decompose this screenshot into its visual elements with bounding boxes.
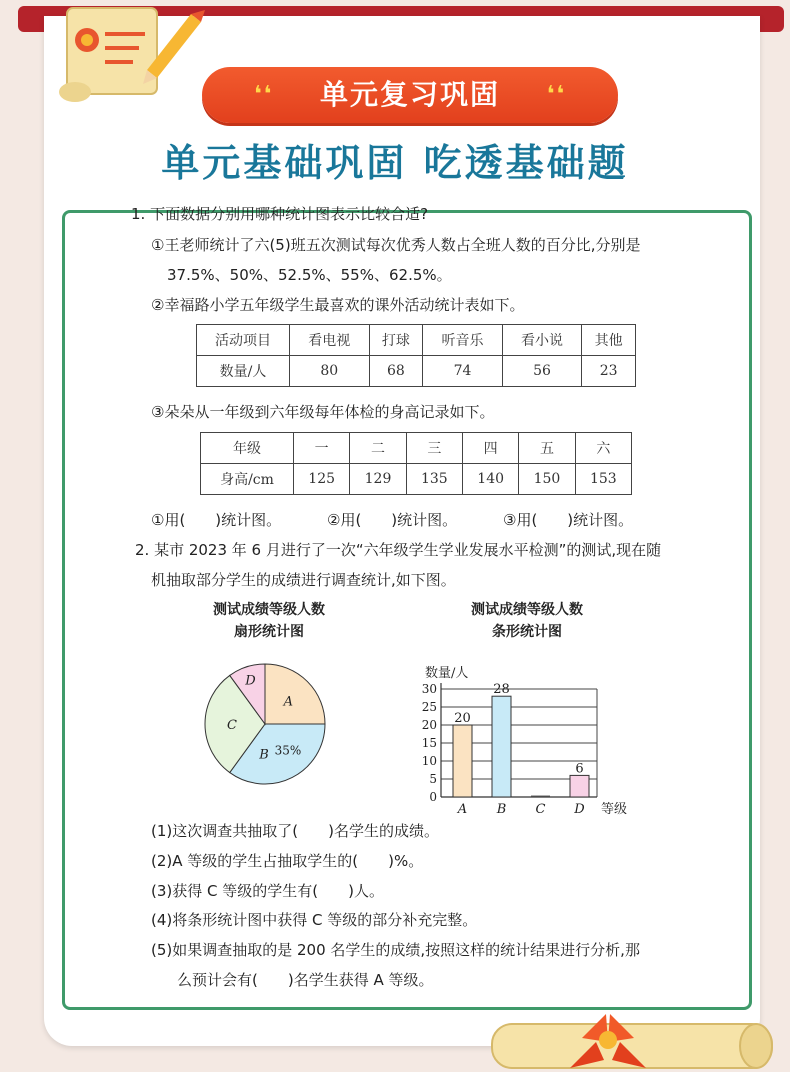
table-cell: 140 xyxy=(462,464,518,495)
bar-ylabel: 数量/人 xyxy=(425,666,469,681)
pie-label-d: D xyxy=(245,673,256,689)
exercise-frame xyxy=(62,205,752,1010)
q2-subq-5: (5)如果调查抽取的是 200 名学生的成绩,按照这样的统计结果进行分析,那 xyxy=(151,941,640,959)
bar-ytick-label: 25 xyxy=(421,700,437,714)
table-cell: 150 xyxy=(519,464,575,495)
quote-left-icon: ❛❛ xyxy=(254,82,274,107)
q1-item3: ③朵朵从一年级到六年级每年体检的身高记录如下。 xyxy=(151,403,495,421)
section-banner xyxy=(202,67,618,123)
bar-ytick-label: 0 xyxy=(429,790,437,804)
answer-blank-3[interactable]: ③用( )统计图。 xyxy=(503,511,634,529)
height-table xyxy=(200,432,632,495)
bar-xtick-label: C xyxy=(535,802,546,817)
bar-ytick-label: 10 xyxy=(421,754,437,768)
table-cell: 五 xyxy=(519,433,575,464)
q2-subq-6: 么预计会有( )名学生获得 A 等级。 xyxy=(177,971,434,989)
q1-item1-line1: ①王老师统计了六(5)班五次测试每次优秀人数占全班人数的百分比,分别是 xyxy=(151,236,641,254)
banner-title: 单元复习巩固 xyxy=(319,78,500,111)
table-cell: 活动项目 xyxy=(197,325,290,356)
pie-value-label: 35% xyxy=(274,743,302,758)
pie-slice-a xyxy=(265,664,325,724)
q2-subq-1: (1)这次调查共抽取了( )名学生的成绩。 xyxy=(151,822,439,840)
pie-label-c: C xyxy=(227,718,237,733)
bar-xtick-label: D xyxy=(574,802,585,817)
bar-ytick-label: 30 xyxy=(421,682,437,696)
pie-chart xyxy=(195,659,335,789)
bar-b xyxy=(492,696,511,797)
bar-value-label: 20 xyxy=(454,711,471,726)
q2-subq-2: (2)A 等级的学生占抽取学生的( )%。 xyxy=(151,852,424,870)
table-cell: 打球 xyxy=(369,325,423,356)
table-cell: 四 xyxy=(462,433,518,464)
table-cell: 129 xyxy=(350,464,406,495)
q2-subq-3: (3)获得 C 等级的学生有( )人。 xyxy=(151,882,384,900)
certificate-pencil-icon xyxy=(55,0,205,104)
bar-chart-subtitle: 条形统计图 xyxy=(492,624,562,640)
scroll-bow-icon xyxy=(486,1008,786,1072)
activity-table xyxy=(196,324,636,387)
answer-blank-1[interactable]: ①用( )统计图。 xyxy=(151,511,282,529)
table-cell: 看电视 xyxy=(290,325,370,356)
bar-ytick-label: 5 xyxy=(429,772,437,786)
table-cell: 125 xyxy=(294,464,350,495)
table-cell: 80 xyxy=(290,356,370,387)
table-cell: 听音乐 xyxy=(423,325,503,356)
bar-xlabel: 等级 xyxy=(601,802,628,817)
table-cell: 身高/cm xyxy=(201,464,294,495)
table-cell: 年级 xyxy=(201,433,294,464)
table-cell: 一 xyxy=(294,433,350,464)
table-cell: 74 xyxy=(423,356,503,387)
bar-ytick-label: 15 xyxy=(421,736,437,750)
bar-value-label: 28 xyxy=(493,682,510,698)
bar-d xyxy=(570,775,589,797)
quote-right-icon: ❛❛ xyxy=(546,82,566,107)
page-headline: 单元基础巩固 吃透基础题 xyxy=(161,141,629,185)
bar-xtick-label: B xyxy=(496,802,507,817)
pie-chart-title: 测试成绩等级人数 xyxy=(213,602,325,618)
bar-chart xyxy=(405,649,635,817)
pie-chart-subtitle: 扇形统计图 xyxy=(234,624,304,640)
table-cell: 23 xyxy=(582,356,636,387)
q2-line1: 2. 某市 2023 年 6 月进行了一次“六年级学生学业发展水平检测”的测试,现在随 xyxy=(135,541,662,559)
table-cell: 56 xyxy=(502,356,582,387)
table-cell: 68 xyxy=(369,356,423,387)
bar-chart-title: 测试成绩等级人数 xyxy=(471,602,583,618)
table-cell: 数量/人 xyxy=(197,356,290,387)
bar-value-label: 6 xyxy=(575,761,584,777)
table-cell: 三 xyxy=(406,433,462,464)
table-cell: 六 xyxy=(575,433,631,464)
q2-line2: 机抽取部分学生的成绩进行调查统计,如下图。 xyxy=(151,571,456,589)
q1-stem: 1. 下面数据分别用哪种统计图表示比较合适? xyxy=(131,205,429,223)
answer-blank-2[interactable]: ②用( )统计图。 xyxy=(327,511,458,529)
pie-label-b: B xyxy=(259,747,269,763)
table-cell: 153 xyxy=(575,464,631,495)
table-cell: 看小说 xyxy=(502,325,582,356)
q1-item1-line2: 37.5%、50%、52.5%、55%、62.5%。 xyxy=(167,266,452,284)
bar-ytick-label: 20 xyxy=(421,718,437,732)
bar-xtick-label: A xyxy=(457,802,468,817)
table-cell: 二 xyxy=(350,433,406,464)
table-cell: 135 xyxy=(406,464,462,495)
q2-subq-4: (4)将条形统计图中获得 C 等级的部分补充完整。 xyxy=(151,911,478,929)
q1-item2: ②幸福路小学五年级学生最喜欢的课外活动统计表如下。 xyxy=(151,296,525,314)
bar-a xyxy=(453,725,472,797)
table-cell: 其他 xyxy=(582,325,636,356)
pie-label-a: A xyxy=(283,694,293,710)
